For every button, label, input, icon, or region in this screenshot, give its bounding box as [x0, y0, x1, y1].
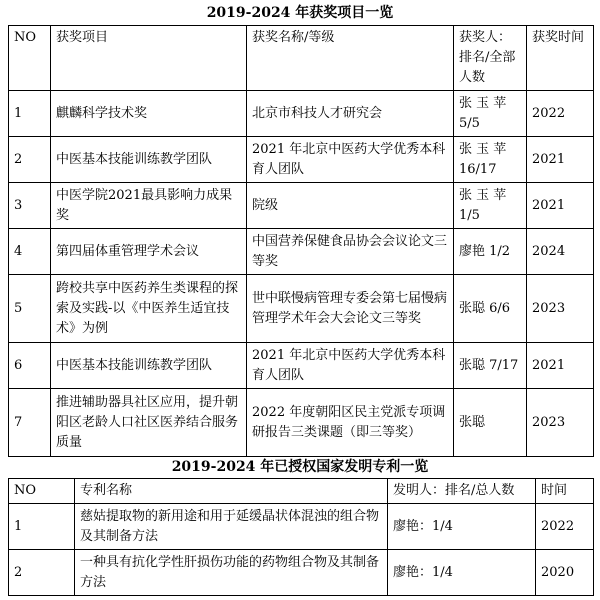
- header-year: 时间: [536, 479, 594, 504]
- header-project: 获奖项目: [51, 26, 247, 91]
- row-no: 1: [9, 504, 75, 550]
- row-no: 5: [9, 275, 51, 343]
- patents-table-title: 2019-2024 年已授权国家发明专利一览: [171, 459, 429, 475]
- table-row: [9, 183, 594, 229]
- row-no: 4: [9, 229, 51, 275]
- header-inventor: 发明人：排名/总人数: [388, 479, 536, 504]
- table-row: [9, 137, 594, 183]
- row-awardee: 廖艳 1/2: [454, 229, 527, 275]
- row-year: 2024: [527, 229, 594, 275]
- row-project: 第四届体重管理学术会议: [51, 229, 247, 275]
- header-no: NO: [9, 479, 75, 504]
- row-year: 2023: [527, 389, 594, 457]
- row-inventor: 廖艳：1/4: [388, 550, 536, 596]
- table-row: [9, 275, 594, 343]
- row-project: 跨校共享中医药养生类课程的探索及实践-以《中医养生适宜技术》为例: [51, 275, 247, 343]
- row-award-name: 2022 年度朝阳区民主党派专项调研报告三类课题（即三等奖）: [247, 389, 454, 457]
- table-row: [9, 229, 594, 275]
- row-year: 2021: [527, 183, 594, 229]
- table-row: [9, 389, 594, 457]
- header-no: NO: [9, 26, 51, 91]
- row-no: 3: [9, 183, 51, 229]
- row-no: 2: [9, 137, 51, 183]
- row-no: 6: [9, 343, 51, 389]
- table-row: [9, 504, 594, 550]
- row-no: 1: [9, 91, 51, 137]
- row-award-name: 2021 年北京中医药大学优秀本科育人团队: [247, 343, 454, 389]
- header-year: 获奖时间: [527, 26, 594, 91]
- header-patent-name: 专利名称: [75, 479, 388, 504]
- row-awardee: 张聪: [454, 389, 527, 457]
- awards-header-row: [9, 26, 594, 91]
- row-patent-name: 慈姑提取物的新用途和用于延缓晶状体混浊的组合物及其制备方法: [75, 504, 388, 550]
- row-year: 2022: [527, 91, 594, 137]
- header-awardee: 获奖人：排名/全部人数: [454, 26, 527, 91]
- table-row: [9, 550, 594, 596]
- row-awardee: 张 玉 苹 5/5: [454, 91, 527, 137]
- row-patent-name: 一种具有抗化学性肝损伤功能的药物组合物及其制备方法: [75, 550, 388, 596]
- row-award-name: 北京市科技人才研究会: [247, 91, 454, 137]
- row-project: 麒麟科学技术奖: [51, 91, 247, 137]
- row-no: 7: [9, 389, 51, 457]
- row-awardee: 张聪 7/17: [454, 343, 527, 389]
- row-award-name: 中国营养保健食品协会会议论文三等奖: [247, 229, 454, 275]
- row-award-name: 院级: [247, 183, 454, 229]
- header-award-name: 获奖名称/等级: [247, 26, 454, 91]
- row-awardee: 张 玉 苹 16/17: [454, 137, 527, 183]
- row-year: 2023: [527, 275, 594, 343]
- row-award-name: 2021 年北京中医药大学优秀本科育人团队: [247, 137, 454, 183]
- patents-header-row: [9, 479, 594, 504]
- patents-table: [8, 478, 594, 596]
- row-project: 中医基本技能训练教学团队: [51, 137, 247, 183]
- row-inventor: 廖艳：1/4: [388, 504, 536, 550]
- row-no: 2: [9, 550, 75, 596]
- table-row: [9, 91, 594, 137]
- row-year: 2020: [536, 550, 594, 596]
- row-year: 2021: [527, 137, 594, 183]
- row-project: 中医学院2021最具影响力成果奖: [51, 183, 247, 229]
- row-project: 中医基本技能训练教学团队: [51, 343, 247, 389]
- row-award-name: 世中联慢病管理专委会第七届慢病管理学术年会大会论文三等奖: [247, 275, 454, 343]
- row-year: 2021: [527, 343, 594, 389]
- row-awardee: 张 玉 苹 1/5: [454, 183, 527, 229]
- awards-table: [8, 25, 594, 457]
- row-awardee: 张聪 6/6: [454, 275, 527, 343]
- table-row: [9, 343, 594, 389]
- awards-table-title: 2019-2024 年获奖项目一览: [206, 5, 394, 21]
- row-project: 推进辅助器具社区应用，提升朝阳区老龄人口社区医养结合服务质量: [51, 389, 247, 457]
- row-year: 2022: [536, 504, 594, 550]
